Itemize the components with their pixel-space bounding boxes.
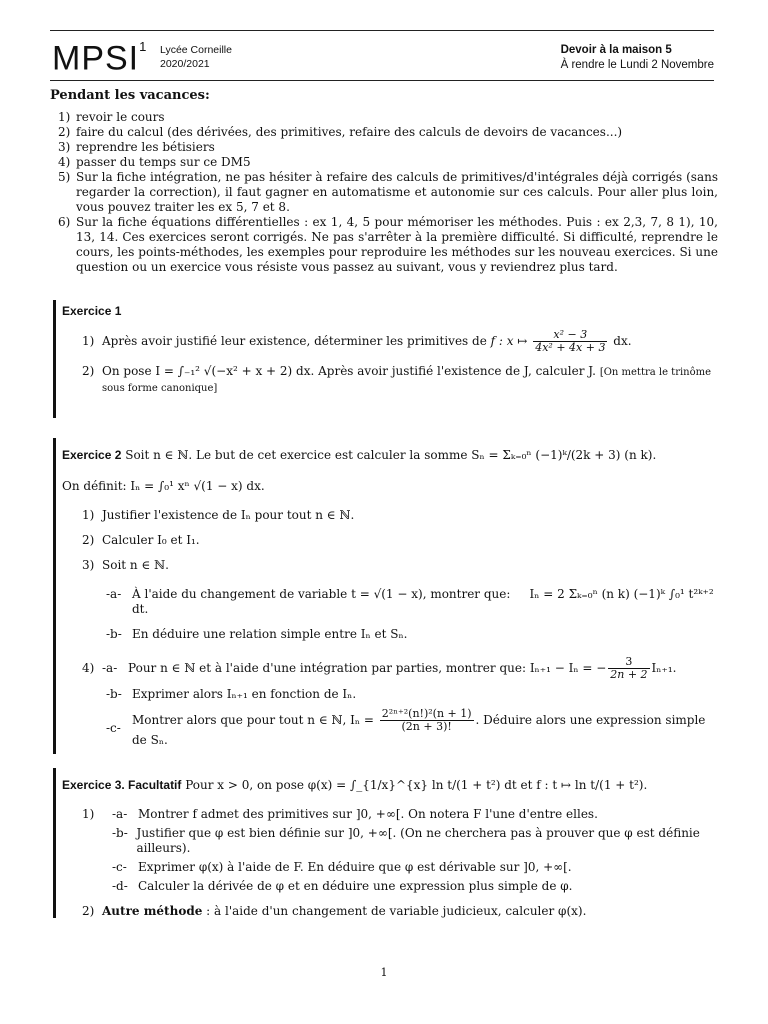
- list-item: -a- Montrer f admet des primitives sur ]0, +∞[. On notera F l'une d'entre elles.: [112, 807, 598, 821]
- exercise-2-q4b: -b- Exprimer alors Iₙ₊₁ en fonction de Iₙ.: [106, 687, 357, 701]
- list-item: 1) revoir le cours: [58, 110, 165, 124]
- list-item: 4) passer du temps sur ce DM5: [58, 155, 251, 169]
- exercise-2-q4c: -c- Montrer alors que pour tout n ∈ ℕ, Iₙ = $\frac{\text{2²ⁿ⁺²(n!)²(n + 1)}}{(2n + 3)!}$ . Déduire alors une expression simple de Sₙ.: [106, 707, 706, 747]
- exercise-3-title: Exercice 3. Facultatif: [62, 778, 182, 792]
- exercise-2-q1: 1) Justifier l'existence de Iₙ pour tout n ∈ ℕ.: [82, 508, 355, 522]
- school-info: [160, 43, 232, 71]
- school-name: Lycée Corneille: [160, 44, 232, 56]
- exercise-2-title: Exercice 2: [62, 448, 122, 462]
- exercise-1-title: Exercice 1: [62, 304, 122, 318]
- mpsi-logo: MPSI$^1$: [52, 39, 148, 78]
- assignment-title: Devoir à la maison 5: [560, 44, 672, 56]
- exercise-2-q3: 3) Soit n ∈ ℕ.: [82, 558, 169, 572]
- fraction: $\frac{3}{2n + 2}$: [610, 655, 648, 681]
- page-number: 1: [380, 966, 388, 979]
- list-item: -c- Exprimer φ(x) à l'aide de F. En déduire que φ est dérivable sur ]0, +∞[.: [112, 860, 572, 874]
- list-item: -d- Calculer la dérivée de φ et en déduire une expression plus simple de φ.: [112, 879, 573, 893]
- exercise-1-q2: 2) On pose I = ∫₋₁² √(−x² + x + 2) dx. Après avoir justifié l'existence de J, calculer J. [On mettra le trinôme sous forme canonique]: [82, 364, 712, 394]
- exercise-3-q1: 1) -a- Montrer f admet des primitives sur ]0, +∞[. On notera F l'une d'entre elles. -b- Justifier que φ est bien définie sur ]0, +∞[. (On ne cherchera pas à prouver que φ est définie ailleurs). -c- Exprimer φ(x) à l'aide de F. En déduire que φ est dérivable sur ]0, +∞[. -d- Calculer la dérivée de φ et en déduire une expression plus simple de φ.: [82, 807, 722, 894]
- exercise-3-q2: 2) Autre méthode : à l'aide d'un changement de variable judicieux, calculer φ(x).: [82, 904, 587, 918]
- fraction: $\frac{\text{2²ⁿ⁺²(n!)²(n + 1)}}{(2n + 3)!}$: [381, 707, 472, 733]
- list-item: 2) faire du calcul (des dérivées, des primitives, refaire des calculs de devoirs de vacances...): [58, 125, 623, 139]
- header-bottom-rule: [50, 80, 714, 81]
- list-item: 5) Sur la fiche intégration, ne pas hésiter à refaire des calculs de primitives/d'intégrales déjà corrigés (sans regarder la correction), il faut gagner en automatisme et autonomie sur ces calculs. Pour aller plus loin, vous pouvez traiter les ex 5, 7 et 8.: [58, 170, 718, 214]
- exercise-2-definition: On définit: Iₙ = ∫₀¹ xⁿ √(1 − x) dx.: [62, 479, 265, 493]
- header-top-rule: [50, 30, 714, 31]
- assignment-due: À rendre le Lundi 2 Novembre: [560, 59, 714, 71]
- exercise-1: [53, 300, 722, 418]
- vacances-heading: Pendant les vacances:: [50, 88, 210, 103]
- assignment-info: [561, 43, 714, 73]
- school-year: 2020/2021: [160, 58, 210, 70]
- vacances-list: [58, 110, 718, 275]
- exercise-3: Exercice 3. Facultatif Pour x > 0, on pose φ(x) = ∫_{1/x}^{x} ln t/(1 + t²) dt et f : t ↦ ln t/(1 + t²). 1) -a- Montrer f admet des primitives sur ]0, +∞[. On notera F l'une d'entre elles. -b- Justifier que φ est bien définie sur ]0, +∞[. (On ne cherchera pas à prouver que φ est définie ailleurs). -c- Exprimer φ(x) à l'aide de F. En déduire que φ est dérivable sur ]0, +∞[. -d- Calculer la dérivée de φ et en déduire une expression plus simple de φ. 2) Autre méthode : à l'aide d'un changement de variable judicieux, calculer φ(x).: [53, 768, 722, 918]
- list-item: 6) Sur la fiche équations différentielles : ex 1, 4, 5 pour mémoriser les méthodes. Puis : ex 2,3, 7, 8 1), 10, 13, 14. Ces exercices seront corrigés. Ne pas s'arrêter à la première difficulté. Si difficulté, reprendre le cours, les points-méthodes, les exemples pour reproduire les méthodes sur les nouveau exercices. Si une question ou un exercice vous résiste vous passez au suivant, vous y reviendrez plus tard.: [58, 215, 718, 274]
- exercise-2-q3b: -b- En déduire une relation simple entre Iₙ et Sₙ.: [106, 627, 408, 641]
- exercise-2: Exercice 2 Soit n ∈ ℕ. Le but de cet exercice est calculer la somme Sₙ = Σₖ₌₀ⁿ (−1)ᵏ/(2k + 3) (n k). On définit: Iₙ = ∫₀¹ xⁿ √(1 − x) dx. 1) Justifier l'existence de Iₙ pour tout n ∈ ℕ. 2) Calculer I₀ et I₁. 3) Soit n ∈ ℕ. -a- À l'aide du changement de variable t = √(1 − x), montrer que: Iₙ = 2 Σₖ₌₀ⁿ (n k) (−1)ᵏ ∫₀¹ t²ᵏ⁺² dt. -b- En déduire une relation simple entre Iₙ et Sₙ. 4) -a- Pour n ∈ ℕ et à l'aide d'une intégration par parties, montrer que: Iₙ₊₁ − Iₙ = − $\frac{3}{2n + 2}$ Iₙ₊₁. -b- Exprimer alors Iₙ₊₁ en fonction de Iₙ. -c- Montrer alors que pour tout n ∈ ℕ, Iₙ = $\frac{\text{2²ⁿ⁺²(n!)²(n + 1)}}{(2n + 3)!}$ . Déduire alors une expression simple de Sₙ.: [53, 438, 722, 754]
- exercise-2-q3a: -a- À l'aide du changement de variable t = √(1 − x), montrer que: Iₙ = 2 Σₖ₌₀ⁿ (n k) (−1)ᵏ ∫₀¹ t²ᵏ⁺² dt.: [106, 587, 714, 616]
- exercise-1-q1: 1) Après avoir justifié leur existence, déterminer les primitives de f : x ↦ $\frac{\text{x² − 3}}{\text{4x² + 4x + 3}}$ dx.: [82, 328, 632, 354]
- list-item: -b- Justifier que φ est bien définie sur ]0, +∞[. (On ne cherchera pas à prouver que φ est définie ailleurs).: [112, 826, 700, 855]
- list-item: 3) reprendre les bétisiers: [58, 140, 215, 154]
- exercise-2-q2: 2) Calculer I₀ et I₁.: [82, 533, 200, 547]
- exercise-2-q4a: 4) -a- Pour n ∈ ℕ et à l'aide d'une intégration par parties, montrer que: Iₙ₊₁ − Iₙ = − $\frac{3}{2n + 2}$ Iₙ₊₁.: [82, 655, 677, 681]
- fraction: $\frac{\text{x² − 3}}{\text{4x² + 4x + 3}}$: [535, 328, 606, 354]
